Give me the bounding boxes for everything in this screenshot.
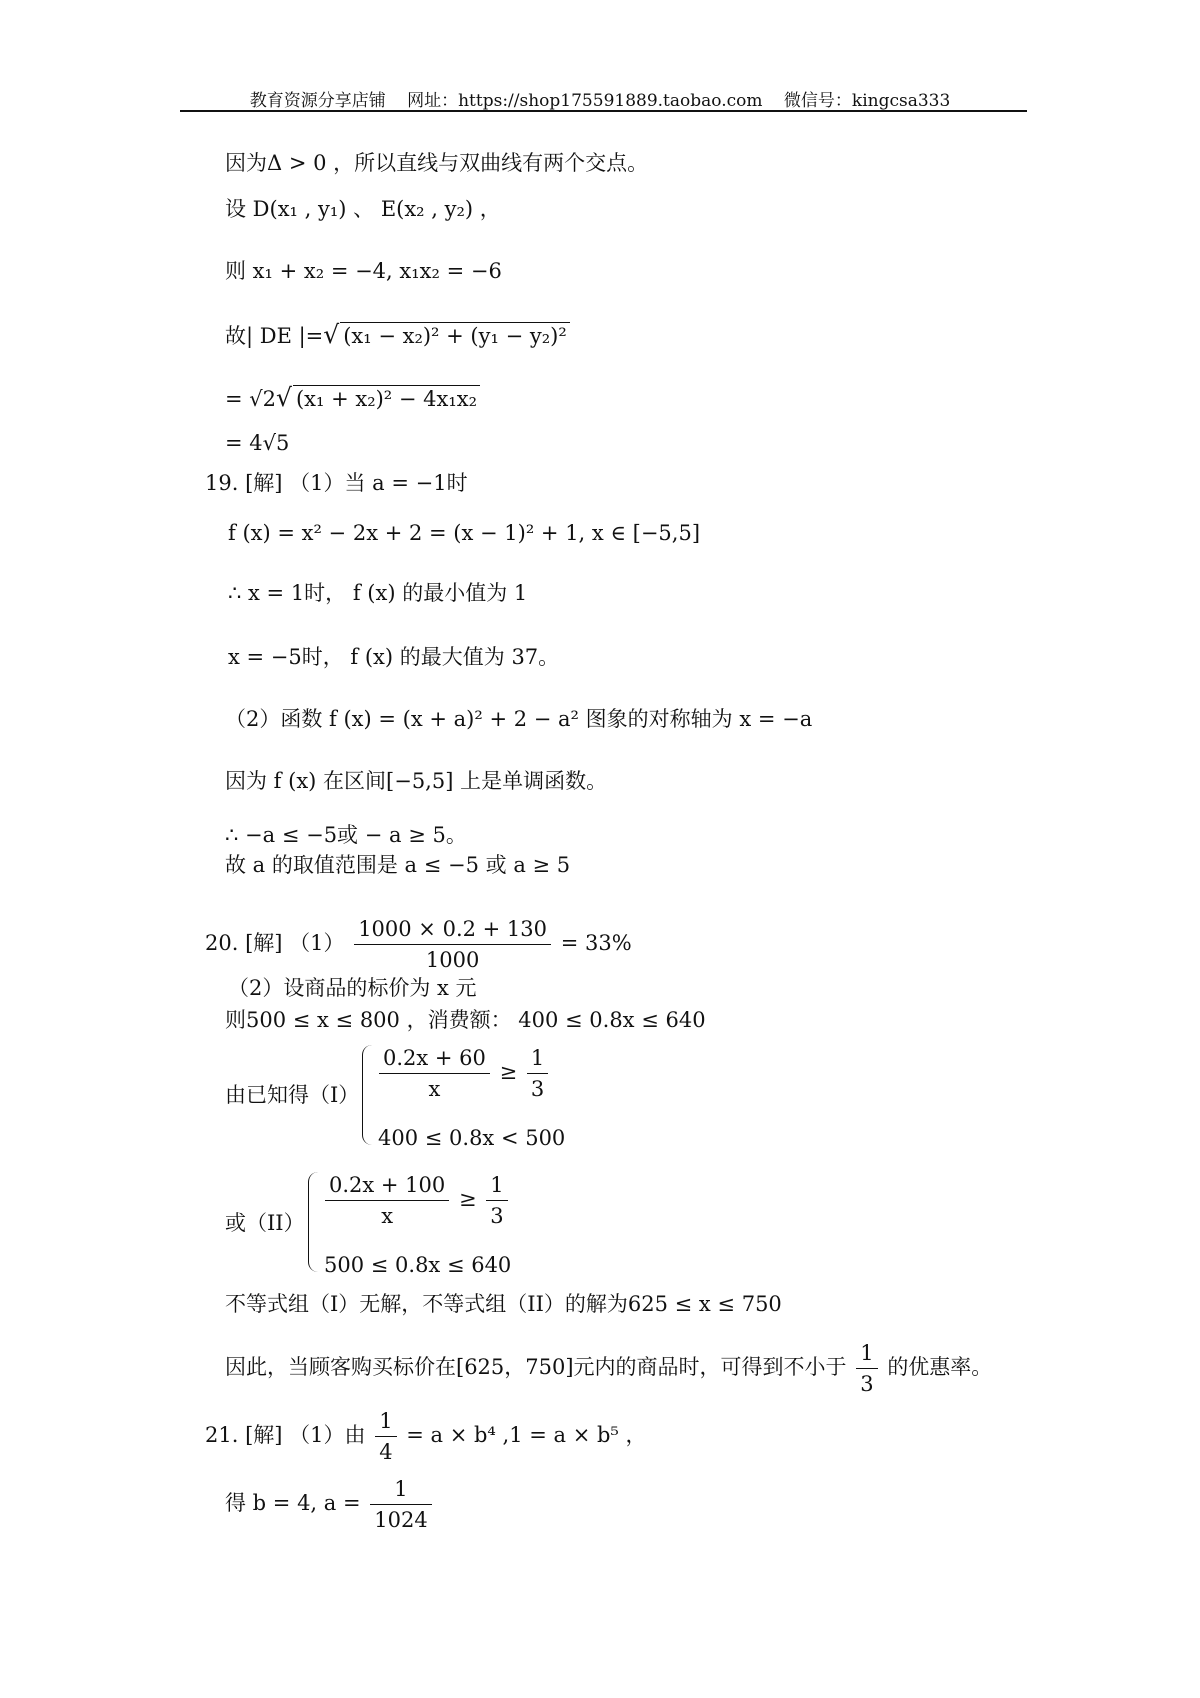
q20-sys1-rhs — [527, 1045, 548, 1102]
q19-line-6: 因为 f (x) 在区间[−5,5] 上是单调函数。 — [225, 769, 608, 793]
q20-system-2-label: 或（II） — [225, 1211, 305, 1235]
q18-line-3: 则 x₁ + x₂ = −4, x₁x₂ = −6 — [225, 259, 502, 283]
q20-line-3: 则500 ≤ x ≤ 800 ，消费额： 400 ≤ 0.8x ≤ 640 — [225, 1008, 706, 1032]
q20-sys1-frac — [379, 1045, 490, 1102]
q21-lead: 21. [解] （1）由 — [205, 1423, 366, 1447]
q20-sys2-num: 0.2x + 100 — [325, 1172, 449, 1201]
page-header — [0, 86, 1200, 111]
q20-lead: 20. [解] （1） — [205, 931, 345, 955]
q20-line-9 — [225, 1340, 992, 1397]
q20-frac-den: 1000 — [425, 948, 480, 972]
q20-sys2-frac — [325, 1172, 449, 1229]
q18-line-2: 设 D(x₁ , y₁) 、 E(x₂ , y₂) ， — [225, 197, 501, 221]
q20-sys2-den: x — [381, 1204, 394, 1228]
q20-sys2-rhs-den: 3 — [490, 1204, 504, 1228]
q21-result-pre: 得 b = 4, a = — [225, 1491, 361, 1515]
header-rule — [180, 110, 1027, 112]
q20-sys2-row2: 500 ≤ 0.8x ≤ 640 — [324, 1253, 512, 1277]
q21-frac — [375, 1408, 396, 1465]
q20-sys1-ge: ≥ — [499, 1060, 518, 1084]
wechat-id: 微信号：kingcsa333 — [783, 91, 951, 111]
q20-line-1 — [205, 916, 632, 973]
q18-line-6: = 4√5 — [225, 431, 290, 455]
q20-sys2-rhs-num: 1 — [486, 1172, 507, 1201]
q21-frac-num: 1 — [375, 1408, 396, 1437]
q21-line-2 — [225, 1476, 435, 1533]
q18-de-radicand: (x₁ − x₂)² + (y₁ − y₂)² — [340, 322, 570, 349]
q19-line-3: ∴ x = 1时， f (x) 的最小值为 1 — [228, 581, 528, 605]
q19-line-7: ∴ −a ≤ −5或 − a ≥ 5。 — [225, 823, 467, 847]
q18-de-lead: 故| DE |= — [225, 324, 324, 348]
q20-conclusion-post: 的优惠率。 — [887, 1355, 993, 1379]
q21-result-frac — [370, 1476, 431, 1533]
q19-line-1: 19. [解] （1）当 a = −1时 — [205, 471, 468, 495]
q20-conclusion-pre: 因此，当顾客购买标价在[625，750]元内的商品时，可得到不小于 — [225, 1355, 847, 1379]
q20-sys1-row2: 400 ≤ 0.8x < 500 — [378, 1126, 566, 1150]
shop-url: 网址：https://shop175591889.taobao.com — [407, 91, 763, 111]
q19-line-8: 故 a 的取值范围是 a ≤ −5 或 a ≥ 5 — [225, 853, 571, 877]
q19-line-2: f (x) = x² − 2x + 2 = (x − 1)² + 1, x ∈ [−5,5] — [228, 521, 701, 545]
q20-conclusion-den: 3 — [860, 1372, 874, 1396]
q21-line-1 — [205, 1408, 647, 1465]
q21-rest: = a × b⁴ ,1 = a × b⁵ ， — [406, 1423, 647, 1447]
q20-sys1-row1 — [376, 1045, 551, 1102]
q20-sys1-rhs-den: 3 — [530, 1077, 545, 1101]
left-brace — [362, 1045, 373, 1145]
sqrt-sign: √ — [276, 383, 292, 412]
q20-line-8: 不等式组（I）无解，不等式组（II）的解为625 ≤ x ≤ 750 — [225, 1292, 782, 1316]
q20-system-1-label: 由已知得（I） — [225, 1083, 360, 1107]
q20-conclusion-frac — [856, 1340, 877, 1397]
q20-line-2: （2）设商品的标价为 x 元 — [228, 976, 477, 1000]
sqrt-sign: √ — [323, 320, 340, 349]
q19-line-5: （2）函数 f (x) = (x + a)² + 2 − a² 图象的对称轴为 x = −a — [225, 707, 813, 731]
q21-result-den: 1024 — [374, 1508, 428, 1532]
shop-name: 教育资源分享店铺 — [249, 91, 386, 111]
q20-sys2-ge: ≥ — [458, 1187, 477, 1211]
q18-radicand-2: (x₁ + x₂)² − 4x₁x₂ — [293, 385, 480, 412]
q18-line-1: 因为Δ > 0 ，所以直线与双曲线有两个交点。 — [225, 151, 649, 175]
q20-sys2-rhs — [486, 1172, 507, 1229]
q18-line-5 — [225, 385, 480, 412]
q18-root2: = √2 — [225, 387, 277, 411]
q20-conclusion-num: 1 — [856, 1340, 877, 1369]
q20-sys1-den: x — [428, 1077, 441, 1101]
q20-sys1-num: 0.2x + 60 — [379, 1045, 490, 1074]
left-brace — [308, 1172, 319, 1272]
q18-line-4 — [225, 322, 570, 349]
q20-sys2-row1 — [322, 1172, 511, 1229]
q20-result: = 33% — [560, 931, 632, 955]
q21-result-num: 1 — [370, 1476, 431, 1505]
q19-line-4: x = −5时， f (x) 的最大值为 37。 — [228, 645, 560, 669]
q21-frac-den: 4 — [379, 1440, 393, 1464]
q20-fraction — [354, 916, 551, 973]
q20-sys1-rhs-num: 1 — [527, 1045, 548, 1074]
q20-frac-num: 1000 × 0.2 + 130 — [354, 916, 551, 945]
